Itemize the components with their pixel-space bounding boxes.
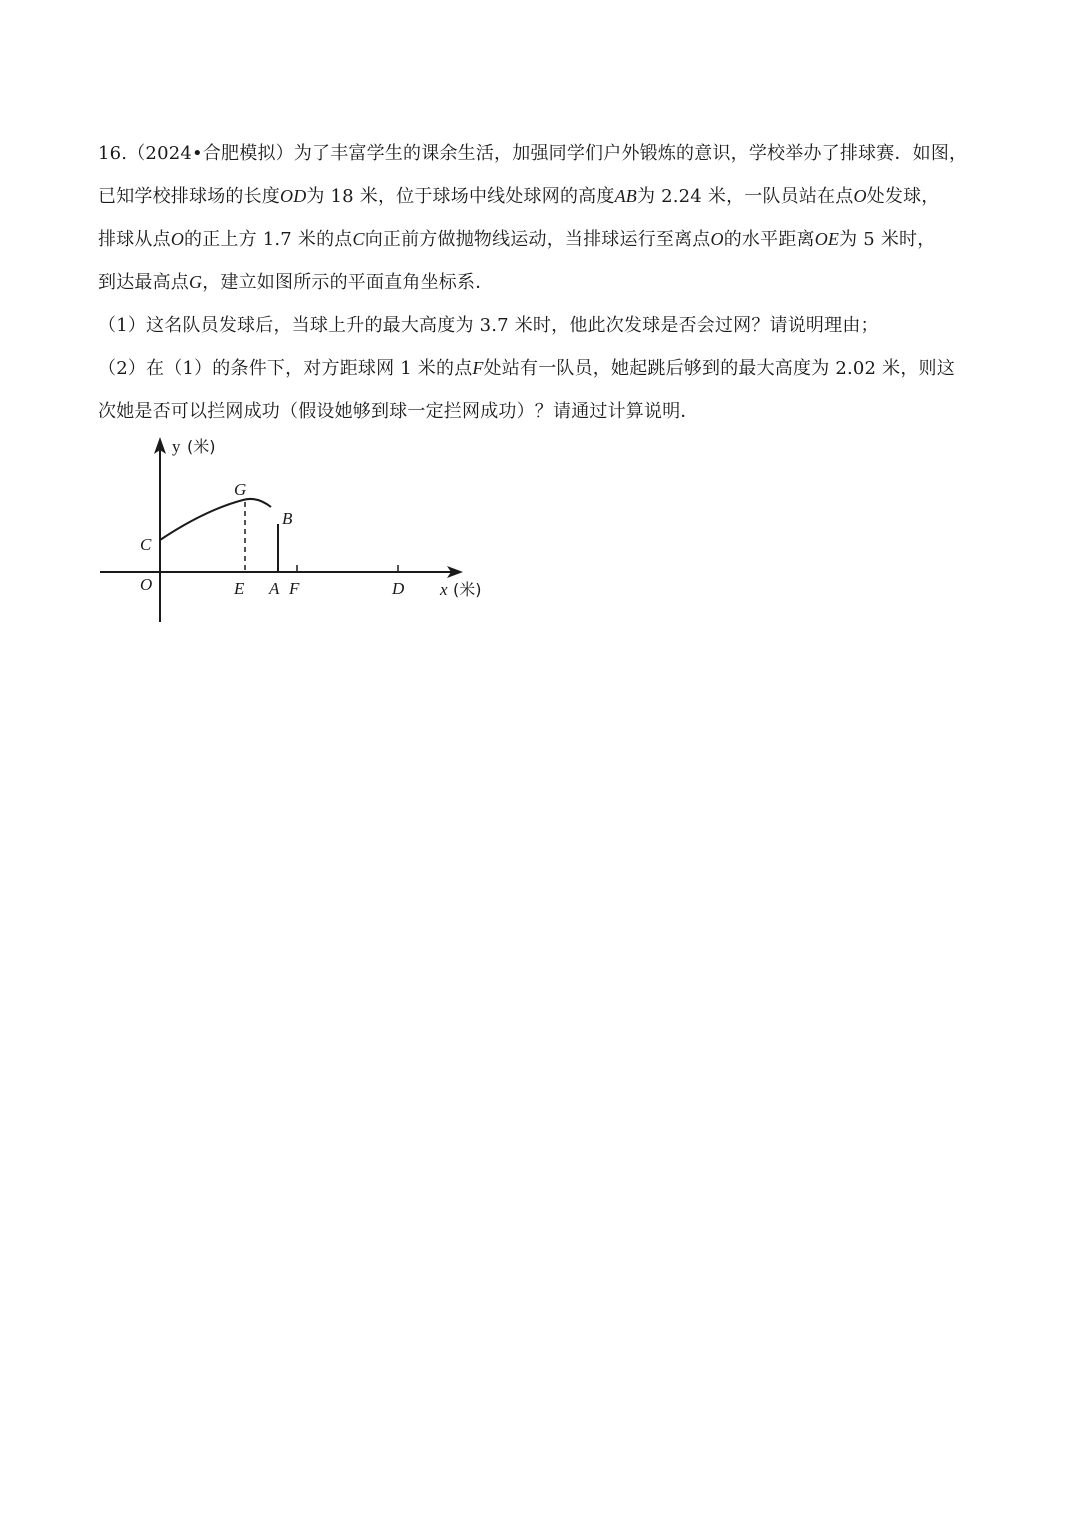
question-2-continued [98,390,998,433]
text-segment: 处站有一队员，她起跳后够到的最大高度为 2.02 米，则这 [483,358,955,379]
label-g: G [234,480,247,499]
text-segment: 到达最高点 [98,272,189,293]
var-f: F [472,358,484,378]
question-1 [98,304,998,347]
var-oe: OE [814,229,840,249]
text-segment: （2）在（1）的条件下，对方距球网 1 米的点 [98,358,473,379]
problem-intro: 16.（2024•合肥模拟）为了丰富学生的课余生活，加强同学们户外锻炼的意识，学校举办了排球赛．如图， [98,143,968,164]
var-o: O [710,229,724,249]
text-segment: 排球从点 [98,229,171,250]
text-segment: 为 2.24 米，一队员站在点 [636,186,854,207]
text-segment: 的正上方 1.7 米的点 [184,229,353,250]
var-ab: AB [614,186,637,206]
x-axis-label: x [440,580,448,599]
label-d: D [392,579,405,598]
question-2 [98,347,998,390]
problem-line-4 [98,261,998,304]
var-o: O [853,186,867,206]
problem-text [98,132,998,433]
label-b: B [282,509,293,528]
problem-line-3 [98,218,998,261]
var-g: G [189,272,203,292]
x-axis-unit: (米) [453,580,482,599]
text-segment: 为 5 米时， [839,229,936,250]
y-axis-unit: (米) [187,437,216,456]
coordinate-figure [95,432,515,632]
label-a: A [269,579,280,598]
var-o: O [170,229,185,249]
y-axis-label: y [172,437,181,456]
figure-svg [95,432,515,632]
var-od: OD [280,186,307,206]
label-c: C [140,535,152,554]
problem-line-2 [98,175,998,218]
label-f: F [289,579,300,598]
text-segment: 已知学校排球场的长度 [98,186,280,207]
text-segment: 为 18 米，位于球场中线处球网的高度 [306,186,615,207]
text-segment: 的水平距离 [723,229,815,250]
question-2-text: 次她是否可以拦网成功（假设她够到球一定拦网成功）？请通过计算说明． [98,401,699,422]
text-segment: 向正前方做抛物线运动，当排球运行至离点 [364,229,711,250]
text-segment: 处发球， [866,186,940,207]
label-o: O [140,575,153,594]
ball-trajectory [160,499,271,540]
question-1-text: （1）这名队员发球后，当球上升的最大高度为 3.7 米时，他此次发球是否会过网？请说明理由； [98,315,879,336]
problem-line-1 [98,132,998,175]
var-c: C [352,229,365,249]
text-segment: ，建立如图所示的平面直角坐标系． [202,272,494,293]
label-e: E [234,579,245,598]
